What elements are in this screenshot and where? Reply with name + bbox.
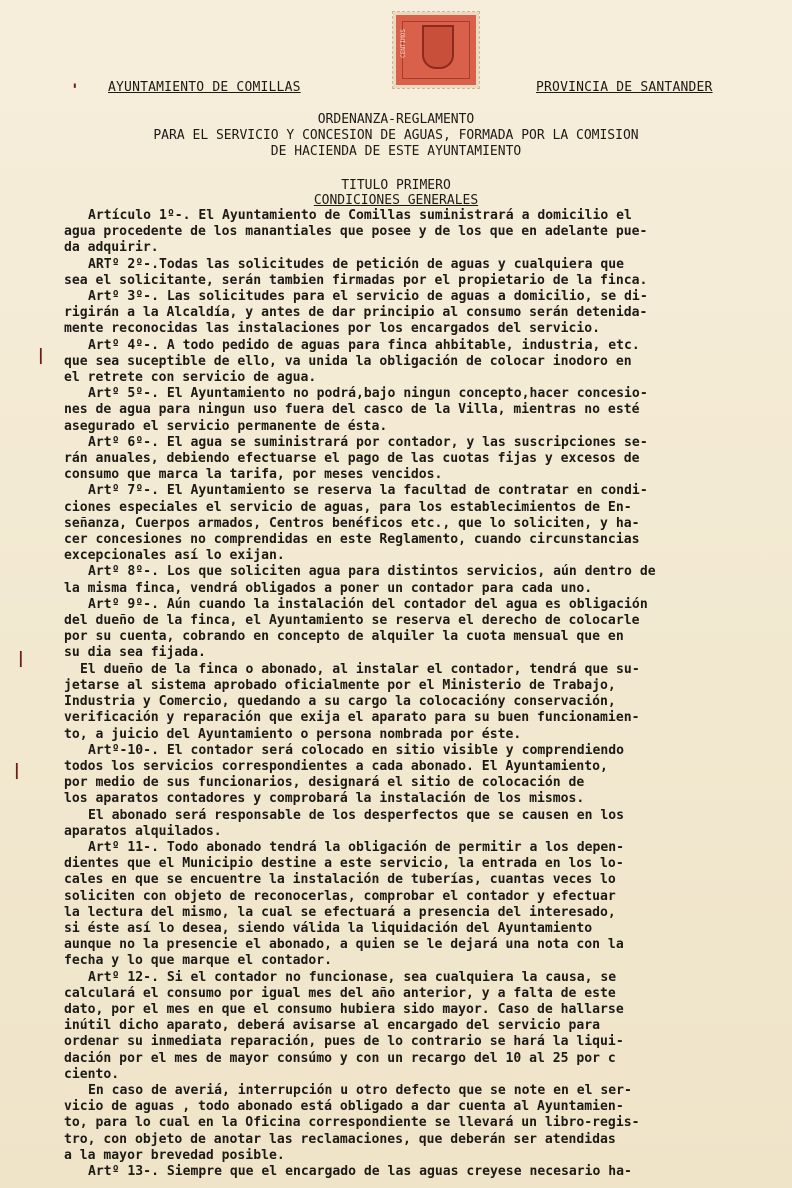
text-line: soliciten con objeto de reconocerlas, comprobar el contador y efectuar bbox=[64, 888, 616, 904]
text-line: asegurado el servicio permanente de ésta. bbox=[64, 418, 388, 434]
text-line: el retrete con servicio de agua. bbox=[64, 370, 317, 386]
title-line-1: ORDENANZA-REGLAMENTO bbox=[317, 112, 475, 127]
postage-stamp bbox=[393, 12, 479, 88]
text-line: aunque no la presencie el abonado, a quien se le dejará una nota con la bbox=[64, 937, 624, 953]
text-line: Artº 6º-. El agua se suministrará por contador, y las suscripciones se- bbox=[88, 434, 648, 450]
document-title bbox=[0, 112, 792, 160]
section-heading bbox=[0, 178, 792, 208]
document-header bbox=[0, 80, 792, 100]
text-line: El abonado será responsable de los desperfectos que se causen en los bbox=[88, 807, 625, 823]
text-line: consumo que marca la tarifa, por meses vencidos. bbox=[64, 467, 443, 483]
text-line: Artº 9º-. Aún cuando la instalación del contador del agua es obligación bbox=[88, 596, 648, 612]
text-line: inútil dicho aparato, deberá avisarse al encargado del servicio para bbox=[64, 1018, 601, 1034]
text-line: El dueño de la finca o abonado, al instalar el contador, tendrá que su- bbox=[80, 661, 640, 677]
ink-mark: | bbox=[12, 760, 22, 779]
text-line: dato, por el mes en que el consumo hubiera sido mayor. Caso de hallarse bbox=[64, 1001, 624, 1017]
text-line: Artº 12-. Si el contador no funcionase, sea cualquiera la causa, se bbox=[88, 969, 617, 985]
text-line: ordenar su inmediata reparación, pues de lo contrario se hará la liqui- bbox=[64, 1034, 624, 1050]
text-line: dación por el mes de mayor consúmo y con un recargo del 10 al 25 por c bbox=[64, 1050, 616, 1066]
text-line: Artº 3º-. Las solicitudes para el servicio de aguas a domicilio, se di- bbox=[88, 289, 648, 305]
text-line: ARTº 2º-.Todas las solicitudes de petición de aguas y cualquiera que bbox=[88, 256, 625, 272]
text-line: aparatos alquilados. bbox=[64, 823, 222, 839]
text-line: que sea suceptible de ello, va unida la obligación de colocar inodoro en bbox=[64, 353, 632, 369]
text-line: to, a juicio del Ayuntamiento o persona nombrada por éste. bbox=[64, 726, 522, 742]
ink-mark: | bbox=[36, 345, 46, 364]
text-line: excepcionales así lo exijan. bbox=[64, 548, 285, 564]
text-line: cer concesiones no comprendidas en este Reglamento, cuando circunstancias bbox=[64, 532, 640, 548]
title-line-3: DE HACIENDA DE ESTE AYUNTAMIENTO bbox=[270, 144, 522, 159]
text-line: agua procedente de los manantiales que posee y de los que en adelante pue- bbox=[64, 224, 648, 240]
section-title: TITULO PRIMERO bbox=[341, 178, 451, 193]
text-line: señanza, Cuerpos armados, Centros benéficos etc., que lo soliciten, y ha- bbox=[64, 515, 640, 531]
text-line: todos los servicios correspondientes a cada abonado. El Ayuntamiento, bbox=[64, 758, 608, 774]
text-line: ciento. bbox=[64, 1066, 120, 1082]
text-line: dientes que el Municipio destine a este servicio, la entrada en los lo- bbox=[64, 856, 624, 872]
coat-of-arms-icon bbox=[422, 25, 454, 69]
text-line: si éste así lo desea, siendo válida la liquidación del Ayuntamiento bbox=[64, 920, 593, 936]
text-line: sea el solicitante, serán tambien firmadas por el propietario de la finca. bbox=[64, 272, 648, 288]
ink-mark: | bbox=[16, 648, 26, 667]
text-line: fecha y lo que marque el contador. bbox=[64, 953, 333, 969]
ink-mark: ' bbox=[70, 80, 80, 99]
text-line: Artº 13-. Siempre que el encargado de las aguas creyese necesario ha- bbox=[88, 1163, 632, 1179]
text-line: calculará el consumo por igual mes del año anterior, y a falta de este bbox=[64, 985, 616, 1001]
title-line-2: PARA EL SERVICIO Y CONCESION DE AGUAS, FORMADA POR LA COMISION bbox=[153, 128, 639, 143]
text-line: rán anuales, debiendo efectuarse el pago de las cuotas fijas y excesos de bbox=[64, 451, 640, 467]
text-line: Artº 7º-. El Ayuntamiento se reserva la facultad de contratar en condi- bbox=[88, 483, 648, 499]
province-heading: PROVINCIA DE SANTANDER bbox=[536, 80, 713, 95]
stamp-text: CENTIMOS bbox=[400, 29, 407, 58]
text-line: la misma finca, vendrá obligados a poner un contador para cada uno. bbox=[64, 580, 593, 596]
municipality-heading: AYUNTAMIENTO DE COMILLAS bbox=[108, 80, 301, 95]
text-line: En caso de averiá, interrupción u otro defecto que se note en el ser- bbox=[88, 1082, 632, 1098]
text-line: Industria y Comercio, quedando a su cargo la colocacióny conservación, bbox=[64, 694, 616, 710]
text-line: la lectura del mismo, la cual se efectuará a presencia del interesado, bbox=[64, 904, 616, 920]
text-line: Artº-10-. El contador será colocado en sitio visible y comprendiendo bbox=[88, 742, 625, 758]
regulation-body bbox=[64, 208, 776, 1180]
text-line: del dueño de la finca, el Ayuntamiento se reserva el derecho de colocarle bbox=[64, 613, 640, 629]
text-line: Artº 4º-. A todo pedido de aguas para finca ahbitable, industria, etc. bbox=[88, 337, 640, 353]
text-line: cales en que se encuentre la instalación de tuberías, cuantas veces lo bbox=[64, 872, 616, 888]
text-line: ciones especiales el servicio de aguas, para los establecimientos de En- bbox=[64, 499, 632, 515]
text-line: vicio de aguas , todo abonado está obligado a dar cuenta al Ayuntamien- bbox=[64, 1099, 624, 1115]
text-line: verificación y reparación que exija el aparato para su buen funcionamien- bbox=[64, 710, 640, 726]
text-line: to, para lo cual en la Oficina correspondiente se llevará un libro-regis- bbox=[64, 1115, 640, 1131]
text-line: Artículo 1º-. El Ayuntamiento de Comillas suministrará a domicilio el bbox=[88, 208, 632, 223]
text-line: los aparatos contadores y comprobará la instalación de los mismos. bbox=[64, 791, 585, 807]
text-line: por su cuenta, cobrando en concepto de alquiler la cuota mensual que en bbox=[64, 629, 624, 645]
text-line: Artº 11-. Todo abonado tendrá la obligación de permitir a los depen- bbox=[88, 839, 625, 855]
text-line: mente reconocidas las instalaciones por los encargados del servicio. bbox=[64, 321, 601, 337]
subsection-title: CONDICIONES GENERALES bbox=[313, 193, 479, 208]
text-line: da adquirir. bbox=[64, 240, 159, 256]
text-line: Artº 8º-. Los que soliciten agua para distintos servicios, aún dentro de bbox=[88, 564, 656, 580]
text-line: jetarse al sistema aprobado oficialmente por el Ministerio de Trabajo, bbox=[64, 677, 616, 693]
text-line: tro, con objeto de anotar las reclamaciones, que deberán ser atendidas bbox=[64, 1131, 616, 1147]
text-line: Artº 5º-. El Ayuntamiento no podrá,bajo ningun concepto,hacer concesio- bbox=[88, 386, 648, 402]
text-line: nes de agua para ningun uso fuera del casco de la Villa, mientras no esté bbox=[64, 402, 640, 418]
text-line: su dia sea fijada. bbox=[64, 645, 206, 661]
text-line: por medio de sus funcionarios, designará el sitio de colocación de bbox=[64, 775, 585, 791]
text-line: a la mayor brevedad posible. bbox=[64, 1147, 285, 1163]
text-line: rigirán a la Alcaldía, y antes de dar principio al consumo serán detenida- bbox=[64, 305, 648, 321]
